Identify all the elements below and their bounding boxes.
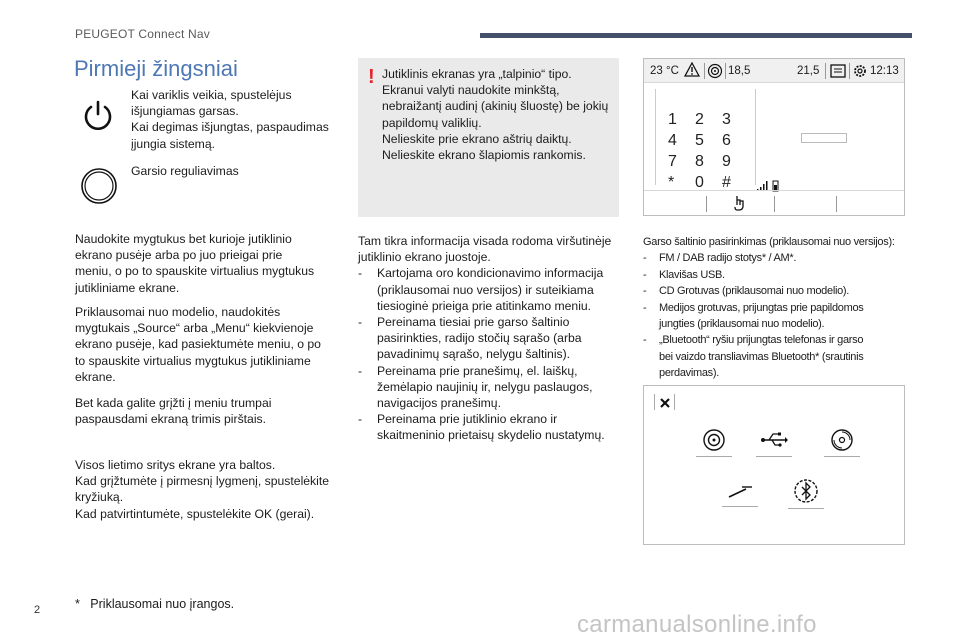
- screen-source-illustration: [643, 385, 905, 545]
- phone-keypad: 1 2 3 4 5 6 7 8 9 * 0 #: [668, 111, 731, 191]
- radio-frequency: 18,5: [728, 65, 751, 77]
- close-icon: [659, 396, 671, 414]
- header-title: PEUGEOT Connect Nav: [75, 27, 210, 41]
- paragraph-buttons: Naudokite mygtukus bet kurioje jutiklinio ekrano pusėje arba po juo prieigai prie meniu, o po to spauskite virtualius mygtukus jutikliniame ekrane.: [75, 232, 315, 295]
- paragraph-three-fingers: Bet kada galite grįžti į meniu trumpai paspausdami ekraną trimis pirštais.: [75, 396, 272, 427]
- list-item: - Pereinama prie pranešimų, el. laiškų, žemėlapio naujinių ir, nelygu paslaugos, navigacijos pranešimų.: [358, 363, 593, 411]
- source-bluetooth-icon: [788, 478, 824, 509]
- display-placeholder: [801, 133, 847, 143]
- header-bar: [480, 33, 912, 38]
- source-selection-description: Garso šaltinio pasirinkimas (priklausomai nuo versijos): - FM / DAB radijo stotys* / AM*. - Klavišas USB. - CD Grotuvas (priklausomai nuo modelio). - Medijos grotuvas, prijungtas prie papildomos jungties (priklausomai nuo modelio). - „Bluetooth“ ryšiu prijungtas telefonas ir garso bei vaizdo transliavimas Bluetooth* (srautinis perdavimas).: [643, 234, 905, 382]
- footnote: * Priklausomai nuo įrangos.: [75, 597, 235, 611]
- volume-knob-icon: [79, 166, 119, 206]
- source-usb-icon: [756, 428, 792, 457]
- list-item: - „Bluetooth“ ryšiu prijungtas telefonas ir garso bei vaizdo transliavimas Bluetooth* (srautinis perdavimas).: [643, 334, 864, 380]
- top-bar-description: Tam tikra informacija visada rodoma viršutinėje jutiklinio ekrano juostoje. - Kartojama oro kondicionavimo informacija (priklausomai nuo versijos) ir suteikiama tiesioginė prieiga prie atitinkamo meniu. - Pereinama tiesiai prie garso šaltinio pasirinkties, radijo stočių sąrašo (arba pavadinimų sąrašo, nelygu šaltinis). - Pereinama prie pranešimų, el. laiškų, žemėlapio naujinių ir, nelygu paslaugos, navigacijos pranešimų. - Pereinama prie jutiklinio ekrano ir skaitmeninio prietaisų skydelio nustatymų.: [358, 233, 628, 444]
- warning-mark-icon: !: [368, 66, 375, 88]
- source-aux-icon: [722, 482, 758, 507]
- paragraph-source-menu: Priklausomai nuo modelio, naudokitės mygtukais „Source“ arba „Menu“ kiekvienoje ekrano pusėje, kad pasiektumėte meniu, o po to spauskite virtualius mygtukus jutikliniame ekrane.: [75, 305, 321, 384]
- list-item: - Kartojama oro kondicionavimo informacija (priklausomai nuo versijos) ir suteikiama tiesioginė prieiga prie atitinkamo meniu.: [358, 266, 604, 313]
- bottom-bar: [644, 190, 904, 216]
- hand-tap-icon: [732, 194, 746, 217]
- list-item: - Medijos grotuvas, prijungtas prie papildomos jungties (priklausomai nuo modelio).: [643, 301, 864, 331]
- list-item: - Klavišas USB.: [643, 268, 725, 281]
- list-item: - CD Grotuvas (priklausomai nuo modelio).: [643, 285, 850, 298]
- power-description: Kai variklis veikia, spustelėjus išjungiamas garsas. Kai degimas išjungtas, paspaudimas įjungia sistemą.: [131, 88, 329, 151]
- list-item: - Pereinama prie jutiklinio ekrano ir skaitmeninio prietaisų skydelio nustatymų.: [358, 412, 605, 443]
- temperature-right: 21,5: [797, 65, 820, 77]
- source-radio-icon: [696, 428, 732, 457]
- volume-description: Garsio reguliavimas: [131, 164, 239, 178]
- section-title: Pirmieji žingsniai: [74, 56, 238, 81]
- source-cd-icon: [824, 428, 860, 457]
- clock: 12:13: [870, 65, 899, 77]
- list-item: - Pereinama tiesiai prie garso šaltinio pasirinkties, radijo stočių sąrašo (arba pavadinimų sąrašo, nelygu šaltinis).: [358, 315, 582, 362]
- power-icon: [80, 97, 116, 133]
- settings-icon: [852, 63, 868, 82]
- warning-triangle-icon: [684, 62, 700, 80]
- temperature-left: 23 °C: [650, 65, 679, 77]
- radio-icon: [707, 63, 723, 82]
- screen-home-illustration: [643, 58, 905, 216]
- watermark: carmanualsonline.info: [577, 611, 817, 638]
- messages-icon: [830, 64, 846, 81]
- page-number: 2: [34, 604, 41, 616]
- list-item: - FM / DAB radijo stotys* / AM*.: [643, 252, 797, 265]
- warning-text: Jutiklinis ekranas yra „talpinio“ tipo. Ekranui valyti naudokite minkštą, nebraižantį audinį (akinių šluostę) be jokių papildomų valiklių. Nelieskite prie ekrano aštrių daiktų. Nelieskite ekrano šlapiomis rankomis.: [382, 67, 609, 163]
- status-bar: [644, 59, 904, 83]
- paragraph-touch-areas: Visos lietimo sritys ekrane yra baltos. Kad grįžtumėte į pirmesnį lygmenį, spustelėkite kryžiuką. Kad patvirtintumėte, spustelėkite OK (gerai).: [75, 458, 330, 521]
